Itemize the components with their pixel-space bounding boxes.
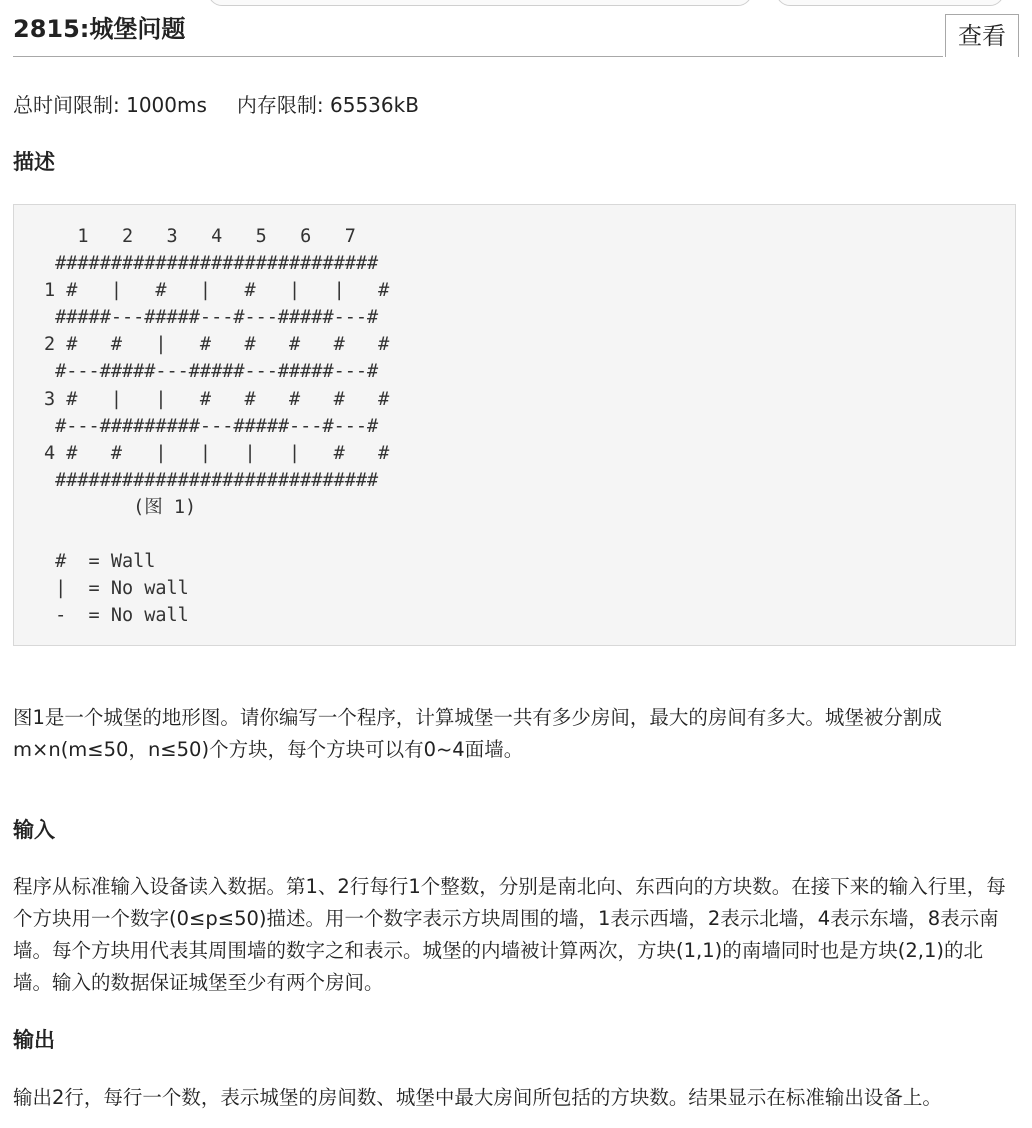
input-text: 程序从标准输入设备读入数据。第1、2行每行1个整数，分别是南北向、东西向的方块数。在接下来的输入行里，每个方块用一个数字(0≤p≤50)描述。用一个数字表示方块周围的墙，1表示西墙，2表示北墙，4表示东墙，8表示南墙。每个方块用代表其周围墙的数字之和表示。城堡的内墙被计算两次，方块(1,1)的南墙同时也是方块(2,1)的北墙。输入的数据保证城堡至少有两个房间。 <box>13 875 1006 994</box>
header-divider <box>13 56 943 57</box>
description-heading: 描述 <box>13 150 55 174</box>
address-bar-fragment[interactable] <box>208 0 752 6</box>
problem-limits <box>13 92 419 118</box>
memory-limit: 内存限制: 65536kB <box>236 93 419 117</box>
time-limit: 总时间限制: 1000ms <box>13 93 207 117</box>
output-heading: 输出 <box>13 1028 55 1052</box>
search-box-fragment[interactable] <box>776 0 1004 6</box>
output-text: 输出2行，每行一个数，表示城堡的房间数、城堡中最大房间所包括的方块数。结果显示在标准输出设备上。 <box>13 1086 942 1109</box>
input-heading: 输入 <box>13 818 55 842</box>
castle-figure: 1 2 3 4 5 6 7 ############################# 1 # | # | # | | # #####---#####---#---#####---# 2 # # | # # # # # #---#####---#####---#####---# 3 # | | # # # # # #---#########---#####---#---# 4 # # | | | | # # ############################# (图 1) # = Wall | = No wall - = No wall <box>13 204 1016 646</box>
page-title: 2815:城堡问题 <box>13 15 186 43</box>
browser-toolbar-fragment <box>0 0 1032 10</box>
description-text: 图1是一个城堡的地形图。请你编写一个程序，计算城堡一共有多少房间，最大的房间有多大。城堡被分割成m×n(m≤50，n≤50)个方块，每个方块可以有0~4面墙。 <box>13 706 942 761</box>
tab-view[interactable]: 查看 <box>945 14 1019 57</box>
problem-header <box>13 14 1019 58</box>
